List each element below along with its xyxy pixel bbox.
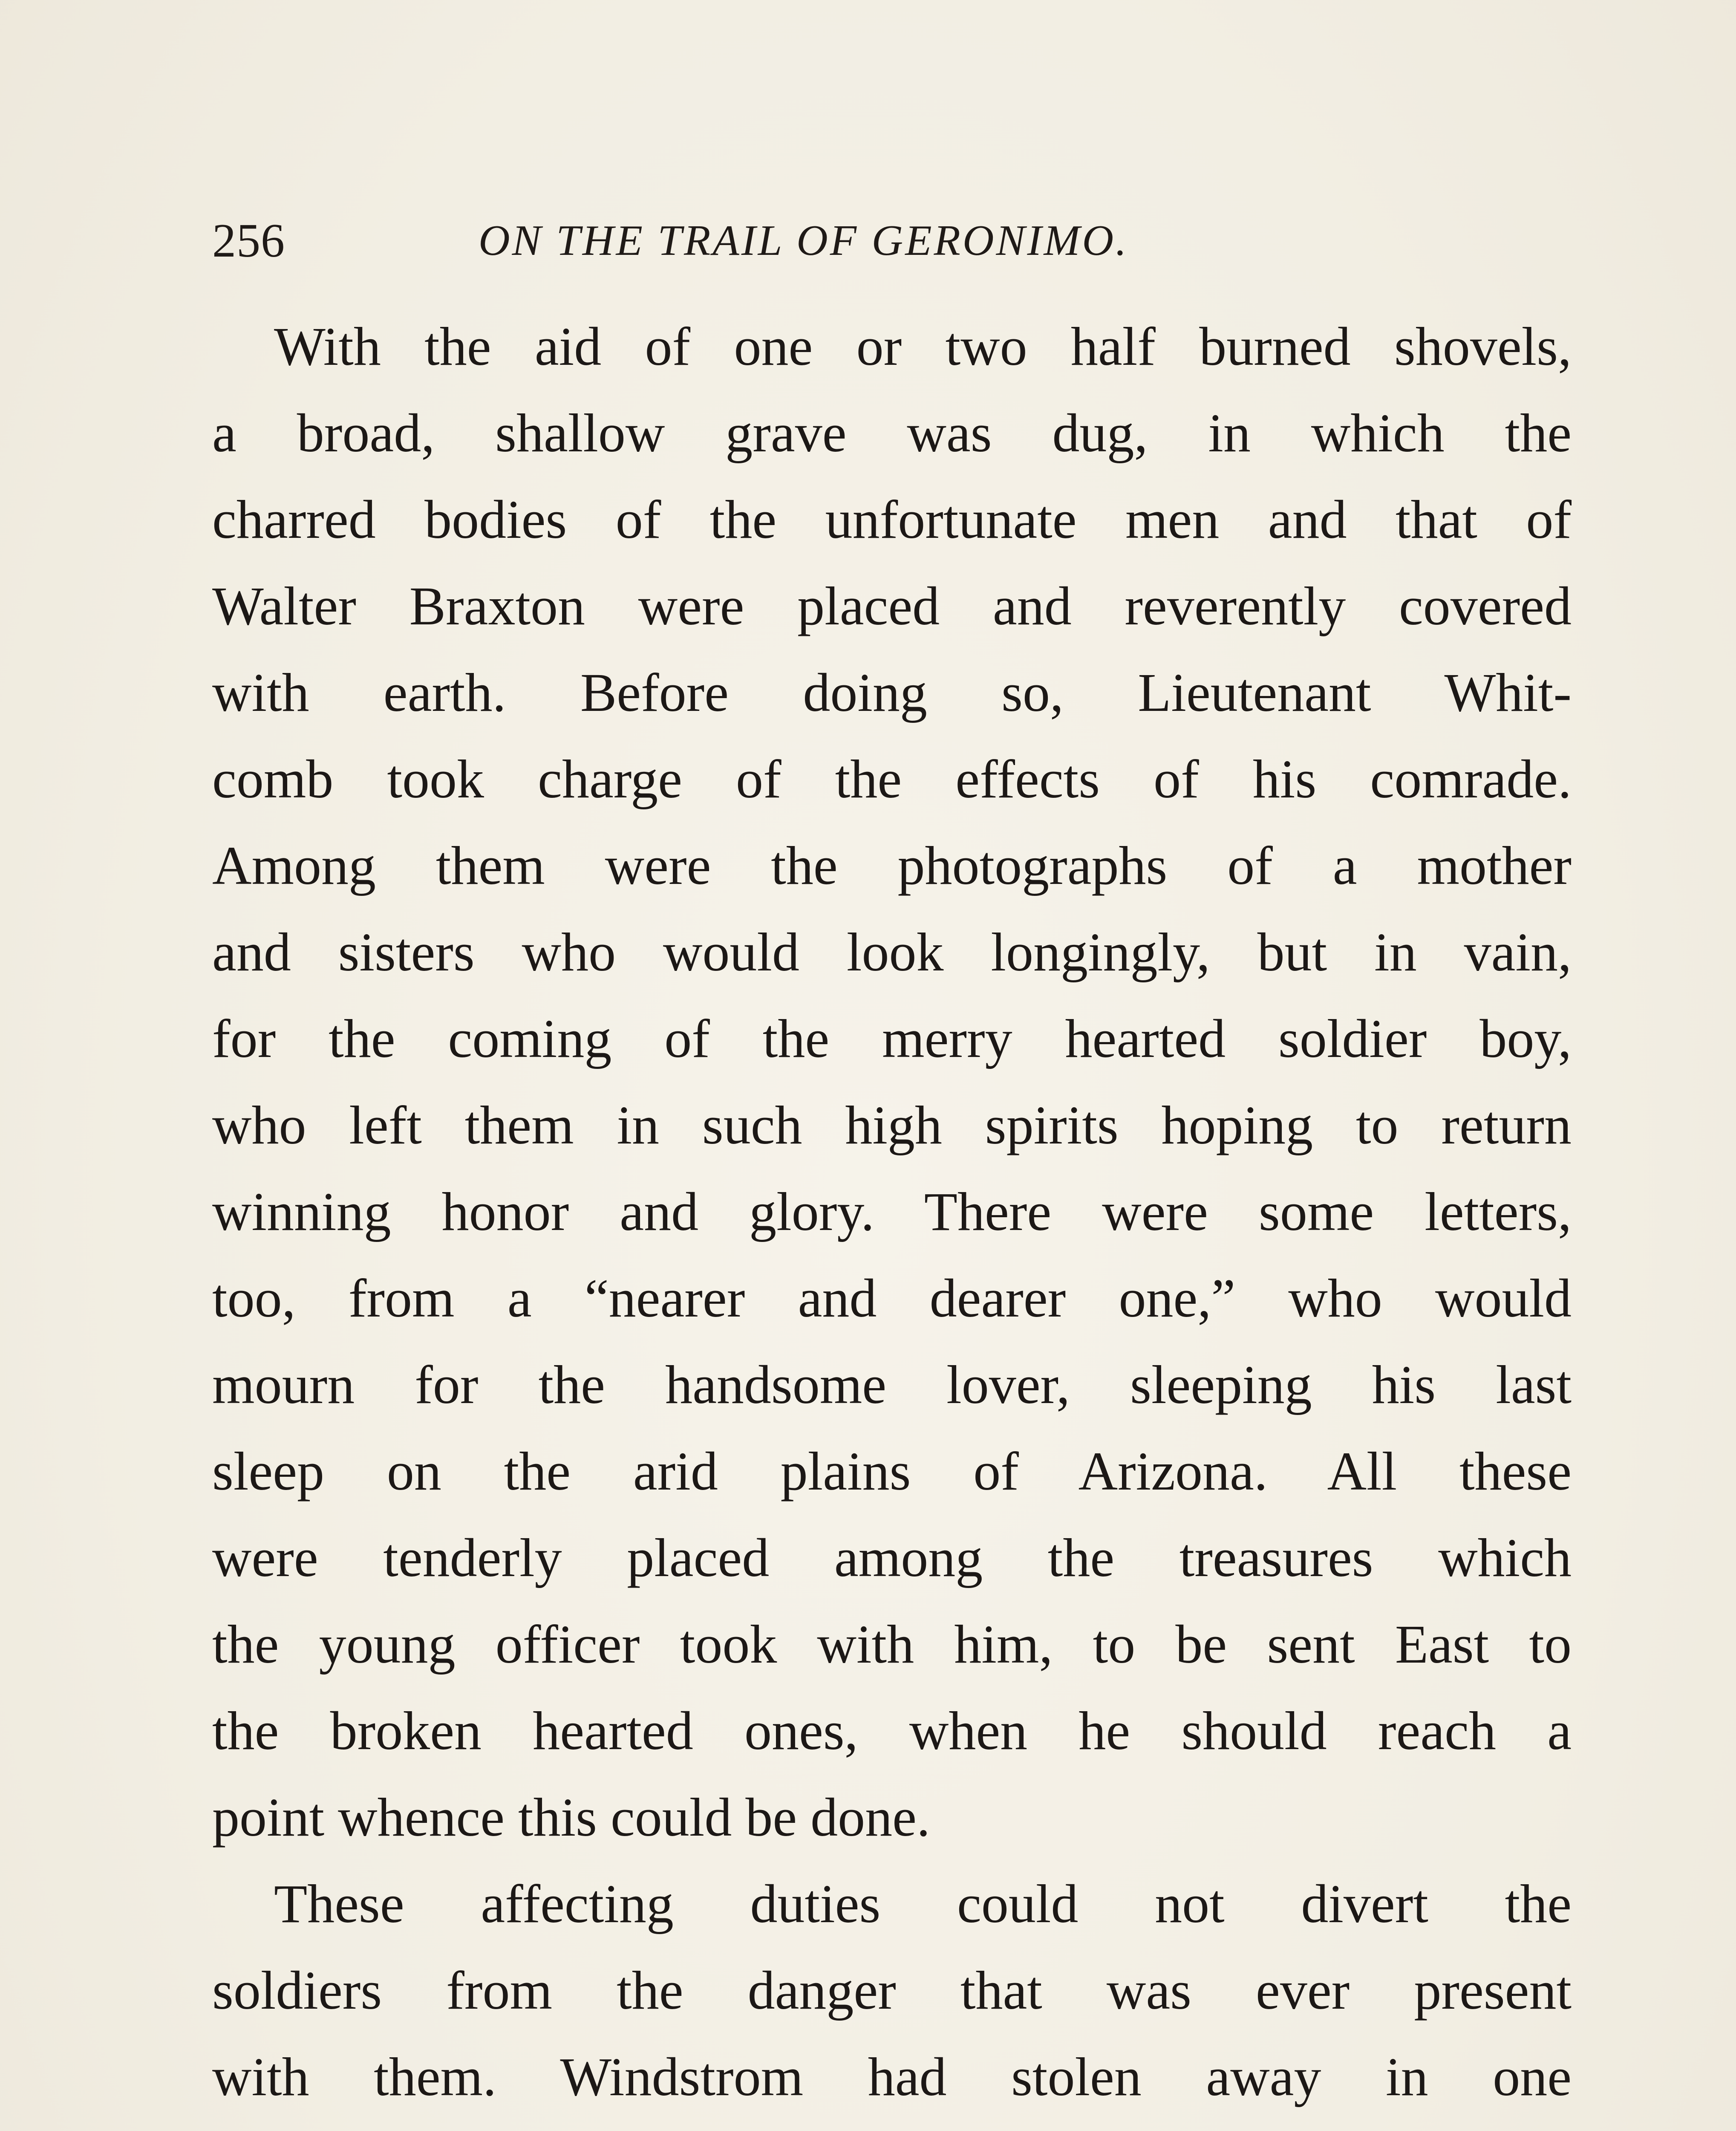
text-line: charred bodies of the unfortunate men and that of (212, 489, 1572, 550)
body-text (212, 303, 1572, 2131)
paragraph-1 (212, 303, 1572, 1861)
text-line: sleep on the arid plains of Arizona. All these (212, 1441, 1572, 1502)
text-line: mourn for the handsome lover, sleeping his last (212, 1354, 1572, 1415)
text-line: were tenderly placed among the treasures which (212, 1528, 1572, 1588)
text-line: With the aid of one or two half burned shovels, (274, 316, 1572, 377)
text-line: soldiers from the danger that was ever present (212, 1960, 1572, 2021)
running-title: ON THE TRAIL OF GERONIMO. (479, 217, 1129, 265)
text-line: point whence this could be done. (212, 1787, 930, 1848)
page-header (212, 211, 1576, 271)
page-number: 256 (212, 214, 285, 267)
text-line: the broken hearted ones, when he should reach a (212, 1701, 1572, 1761)
text-line: Among them were the photographs of a mother (212, 835, 1572, 896)
text-line: winning honor and glory. There were some letters, (212, 1181, 1572, 1242)
paragraph-2 (212, 1861, 1572, 2131)
text-line: Walter Braxton were placed and reverently covered (212, 576, 1572, 636)
text-line: with earth. Before doing so, Lieutenant Whit- (212, 662, 1572, 723)
text-line: for the coming of the merry hearted soldier boy, (212, 1008, 1572, 1069)
text-line: These affecting duties could not divert the (274, 1874, 1572, 1934)
text-line: with them. Windstrom had stolen away in one (212, 2047, 1572, 2107)
text-line: a broad, shallow grave was dug, in which the (212, 403, 1572, 463)
text-line: who left them in such high spirits hoping to return (212, 1095, 1572, 1155)
text-line: and sisters who would look longingly, but in vain, (212, 922, 1572, 982)
text-line: comb took charge of the effects of his comrade. (212, 749, 1572, 809)
text-line (212, 2120, 1572, 2131)
text-line: the young officer took with him, to be sent East to (212, 1614, 1572, 1675)
text-line: too, from a “nearer and dearer one,” who would (212, 1268, 1572, 1328)
